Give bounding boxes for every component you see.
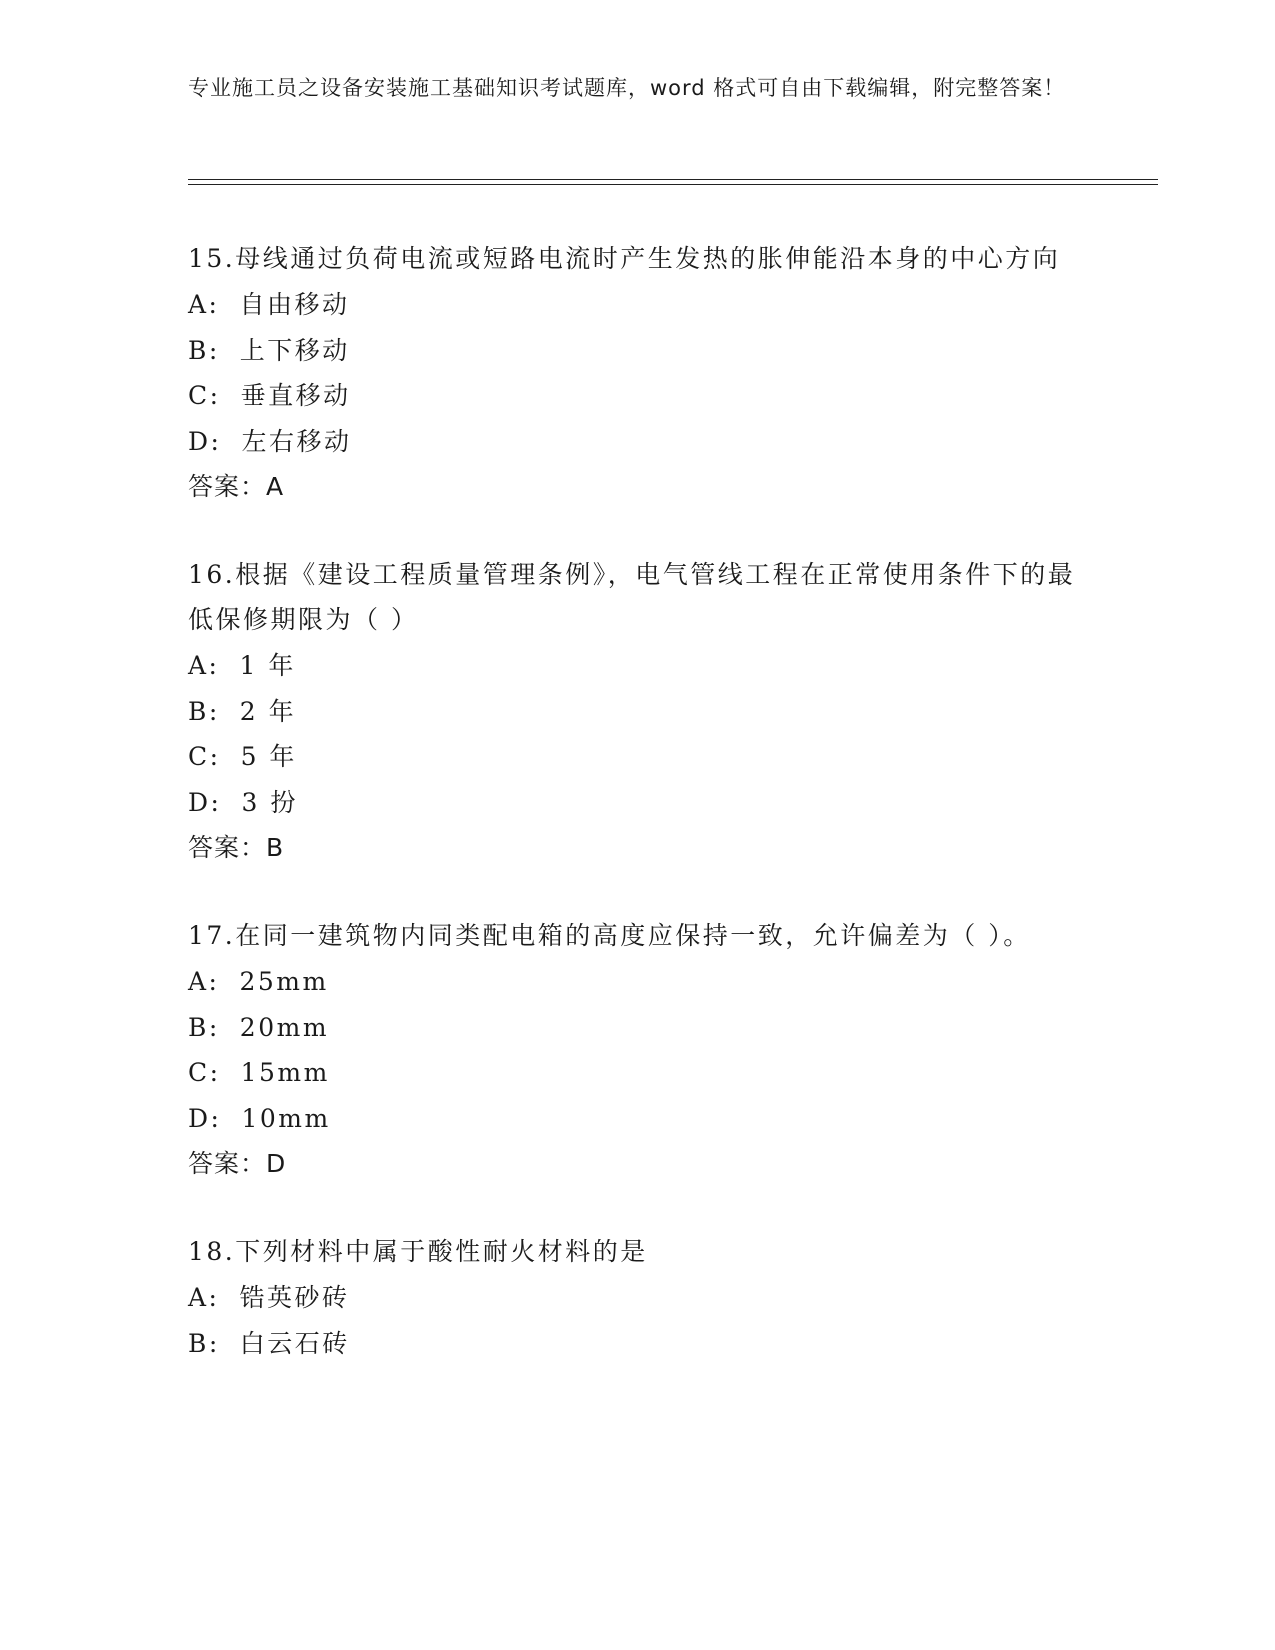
option-text: 10mm bbox=[241, 1103, 331, 1133]
option-a bbox=[188, 1275, 1088, 1321]
answer-line: 答案：B bbox=[188, 833, 285, 862]
option-key: A: bbox=[188, 967, 220, 996]
question-stem: 17.在同一建筑物内同类配电箱的高度应保持一致，允许偏差为（ ）。 bbox=[188, 921, 1031, 950]
question-stem: 15.母线通过负荷电流或短路电流时产生发热的胀伸能沿本身的中心方向 bbox=[188, 244, 1061, 273]
option-key: B: bbox=[188, 1012, 220, 1042]
answer-line: 答案：A bbox=[188, 472, 285, 501]
option-key: C: bbox=[188, 742, 221, 771]
option-a bbox=[188, 282, 1088, 328]
option-text: 垂直移动 bbox=[240, 381, 351, 410]
option-c bbox=[188, 373, 1088, 419]
option-a bbox=[188, 959, 1088, 1005]
option-key: D: bbox=[188, 1103, 222, 1133]
question-15 bbox=[188, 236, 1088, 510]
option-text: 2 年 bbox=[239, 696, 297, 726]
option-text: 3 扮 bbox=[241, 787, 298, 817]
option-c bbox=[188, 1050, 1088, 1096]
option-a bbox=[188, 643, 1088, 689]
question-list bbox=[188, 236, 1088, 1408]
option-key: B: bbox=[188, 335, 220, 365]
option-d bbox=[188, 419, 1088, 465]
option-key: B: bbox=[188, 1328, 220, 1358]
option-key: A: bbox=[188, 290, 220, 319]
header-divider-top bbox=[188, 179, 1158, 180]
option-b bbox=[188, 689, 1088, 735]
option-text: 自由移动 bbox=[239, 290, 350, 319]
header-divider-bottom bbox=[188, 184, 1158, 185]
option-text: 锆英砂砖 bbox=[239, 1283, 350, 1312]
option-text: 5 年 bbox=[240, 742, 297, 771]
option-text: 1 年 bbox=[239, 651, 296, 680]
option-key: A: bbox=[188, 1283, 220, 1312]
option-text: 白云石砖 bbox=[239, 1328, 350, 1358]
document-header: 专业施工员之设备安装施工基础知识考试题库，word 格式可自由下载编辑，附完整答案！ bbox=[188, 76, 1066, 100]
option-text: 20mm bbox=[239, 1012, 330, 1042]
option-b bbox=[188, 328, 1088, 374]
question-18 bbox=[188, 1229, 1088, 1366]
question-stem: 18.下列材料中属于酸性耐火材料的是 bbox=[188, 1237, 648, 1266]
answer-line: 答案：D bbox=[188, 1149, 287, 1178]
question-16 bbox=[188, 552, 1088, 871]
question-17 bbox=[188, 913, 1088, 1187]
option-key: B: bbox=[188, 696, 220, 726]
option-d bbox=[188, 780, 1088, 826]
option-b bbox=[188, 1321, 1088, 1367]
option-key: C: bbox=[188, 381, 221, 410]
option-b bbox=[188, 1005, 1088, 1051]
option-text: 15mm bbox=[240, 1058, 330, 1087]
option-key: D: bbox=[188, 787, 222, 817]
option-text: 左右移动 bbox=[241, 426, 352, 456]
option-key: C: bbox=[188, 1058, 221, 1087]
option-d bbox=[188, 1096, 1088, 1142]
option-text: 25mm bbox=[239, 967, 329, 996]
option-c bbox=[188, 734, 1088, 780]
option-key: D: bbox=[188, 426, 222, 456]
option-key: A: bbox=[188, 651, 220, 680]
option-text: 上下移动 bbox=[239, 335, 350, 365]
question-stem: 16.根据《建设工程质量管理条例》，电气管线工程在正常使用条件下的最低保修期限为（ ） bbox=[188, 560, 1076, 634]
